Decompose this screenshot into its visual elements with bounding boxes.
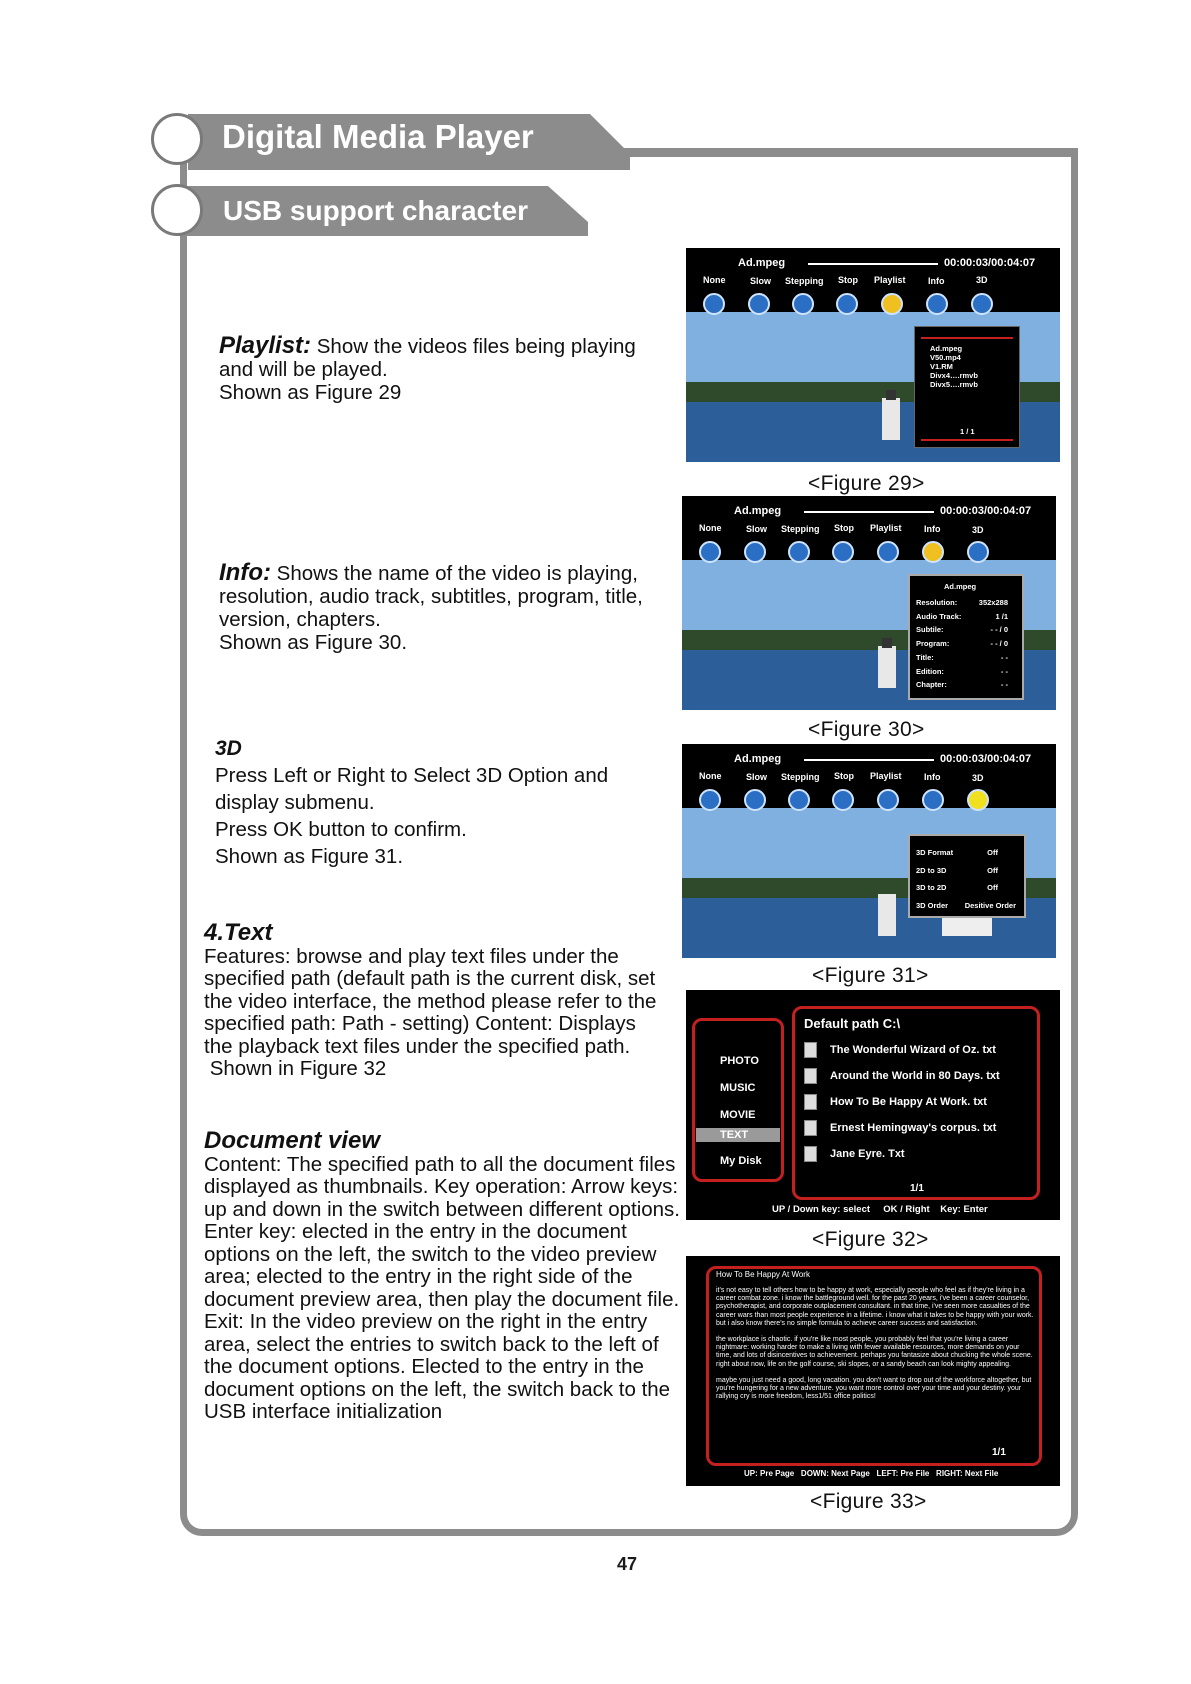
osd-label-stop: Stop xyxy=(838,275,858,285)
osd-label-playlist: Playlist xyxy=(870,523,902,533)
document-title: How To Be Happy At Work xyxy=(716,1270,810,1279)
text-file-icon xyxy=(804,1146,817,1162)
stepping-button[interactable] xyxy=(792,293,814,315)
osd-label-3d: 3D xyxy=(976,275,988,285)
document-footer: UP: Pre Page DOWN: Next Page LEFT: Pre File RIGHT: Next File xyxy=(744,1469,999,1478)
playlist-item[interactable]: Divx5….rmvb xyxy=(930,380,978,389)
stepping-button[interactable] xyxy=(788,541,810,563)
osd-label-stop: Stop xyxy=(834,771,854,781)
osd-label-none: None xyxy=(699,523,722,533)
figure-32-caption: <Figure 32> xyxy=(812,1228,929,1251)
text-shown: Shown in Figure 32 xyxy=(209,1057,387,1080)
info-popup xyxy=(908,574,1024,700)
osd-label-3d: 3D xyxy=(972,525,984,535)
playlist-desc: Show the videos files being playing and will be played. xyxy=(219,335,636,381)
info-title: Ad.mpeg xyxy=(944,582,977,591)
osd-label-info: Info xyxy=(924,772,941,782)
info-row: Title: - - xyxy=(916,652,1008,662)
osd-file: Ad.mpeg xyxy=(738,257,786,269)
playlist-popup xyxy=(914,326,1020,448)
info-row: Audio Track: 1 /1 xyxy=(916,611,1008,621)
info-row: Resolution: 352x288 xyxy=(916,598,1008,607)
menu-item-my-disk[interactable]: My Disk xyxy=(720,1155,762,1167)
3d-popup xyxy=(908,834,1026,918)
info-button[interactable] xyxy=(926,293,948,315)
osd-label-slow: Slow xyxy=(746,524,768,534)
menu-item-text[interactable]: TEXT xyxy=(696,1128,780,1142)
file-item[interactable]: Around the World in 80 Days. txt xyxy=(830,1070,1000,1082)
info-button[interactable] xyxy=(922,541,944,563)
page-title: Digital Media Player xyxy=(222,118,534,155)
playlist-button[interactable] xyxy=(881,293,903,315)
3d-row[interactable]: 3D Format Off xyxy=(916,848,998,857)
info-text xyxy=(219,561,659,654)
info-row: Program: - - / 0 xyxy=(916,639,1008,649)
text-body: Features: browse and play text files under the specified path (default path is the current disk, set the video interface, the method please refer to the specified path: Path - setting) Content: Displays the playback text files under the specified path. xyxy=(204,944,657,1058)
osd-time: 00:00:03/00:04:07 xyxy=(940,753,1032,765)
progress-bar xyxy=(808,263,938,265)
progress-bar xyxy=(804,759,934,761)
3d-text xyxy=(215,735,655,870)
info-desc: Shows the name of the video is playing, resolution, audio track, subtitles, program, title, version, chapters. xyxy=(219,562,643,631)
default-path: Default path C:\ xyxy=(804,1016,901,1031)
playlist-button[interactable] xyxy=(877,789,899,811)
figure-30-caption: <Figure 30> xyxy=(808,718,925,741)
3d-line1: Press Left or Right to Select 3D Option and xyxy=(215,764,609,787)
figure-33-screen xyxy=(686,1256,1060,1486)
figure-33-caption: <Figure 33> xyxy=(810,1490,927,1513)
3d-row[interactable]: 3D to 2D Off xyxy=(916,883,998,892)
osd-label-none: None xyxy=(699,771,722,781)
3d-row[interactable]: 2D to 3D Off xyxy=(916,865,998,875)
playlist-item[interactable]: Ad.mpeg xyxy=(930,344,963,353)
playlist-items xyxy=(930,344,978,389)
playlist-button[interactable] xyxy=(877,541,899,563)
file-item[interactable]: The Wonderful Wizard of Oz. txt xyxy=(830,1044,996,1056)
3d-line4: Shown as Figure 31. xyxy=(215,845,404,868)
section-title: USB support character xyxy=(223,195,528,226)
text-section xyxy=(204,919,664,1081)
figure-31-screen xyxy=(682,744,1056,958)
3d-rows xyxy=(916,844,1016,914)
osd-label-none: None xyxy=(703,275,726,285)
document-view-section xyxy=(204,1127,680,1424)
text-file-icon xyxy=(804,1042,817,1058)
document-page: 1/1 xyxy=(992,1447,1006,1458)
none-button[interactable] xyxy=(703,293,725,315)
text-file-icon xyxy=(804,1068,817,1084)
file-item[interactable]: Jane Eyre. Txt xyxy=(830,1148,905,1160)
osd-label-slow: Slow xyxy=(750,276,772,286)
osd-label-stepping: Stepping xyxy=(781,524,820,534)
playlist-item[interactable]: V50.mp4 xyxy=(930,353,961,362)
info-heading: Info: xyxy=(219,559,271,586)
info-rows xyxy=(916,596,1016,692)
playlist-item[interactable]: Divx4….rmvb xyxy=(930,371,978,380)
document-paragraph: it's not easy to tell others how to be happy at work, especially people who feel as if they're living in a career combat zone. i know the battleground well. for the past 20 years, i've been a career counselor, psychotherapist, and corporate outplacement consultant. in that time, i've seen more casualties of the career wars than most people experience in a lifetime. i know what it takes to be happy with your work. but i also know there's no simple formula to achieve career success and satisfaction. xyxy=(716,1287,1034,1327)
figure-30-screen xyxy=(682,496,1056,710)
3d-line2: display submenu. xyxy=(215,791,375,814)
osd-label-stepping: Stepping xyxy=(785,276,824,286)
menu-item-movie[interactable]: MOVIE xyxy=(720,1109,756,1121)
document-paragraph: the workplace is chaotic. if you're like most people, you probably feel that you're living a career nightmare: working harder to make a living with fewer available resources, more demands on your time, and lots of disincentives to achievement. perhaps you fantasize about chucking the whole scene. right about now, life on the golf course, ski slopes, or a sandy beach can look mighty appealing. xyxy=(716,1336,1033,1368)
osd-label-stepping: Stepping xyxy=(781,772,820,782)
stop-button[interactable] xyxy=(832,789,854,811)
slow-button[interactable] xyxy=(744,789,766,811)
playlist-shown: Shown as Figure 29 xyxy=(219,381,402,404)
text-heading: 4.Text xyxy=(204,919,273,946)
menu-item-music[interactable]: MUSIC xyxy=(720,1082,756,1094)
figure-29-screen xyxy=(686,248,1060,462)
figure-32-screen xyxy=(686,990,1060,1220)
osd-time: 00:00:03/00:04:07 xyxy=(944,257,1036,269)
3d-heading: 3D xyxy=(215,737,242,760)
3d-row[interactable]: 3D Order Desitive Order xyxy=(916,900,1016,910)
figure-29-caption: <Figure 29> xyxy=(808,472,925,495)
document-paragraph: maybe you just need a good, long vacation. you don't want to drop out of the workforce altogether, but you're hungering for a new adventure. you want more control over your time and your destiny. your rallying cry is more freedom, less1/51 office politics! xyxy=(716,1376,1032,1401)
file-list-footer: UP / Down key: select OK / Right Key: Enter xyxy=(772,1204,988,1215)
osd-label-playlist: Playlist xyxy=(870,771,902,781)
stepping-button[interactable] xyxy=(788,789,810,811)
osd-label-info: Info xyxy=(924,524,941,534)
figure-31-caption: <Figure 31> xyxy=(812,964,929,987)
file-item[interactable]: Ernest Hemingway's corpus. txt xyxy=(830,1122,997,1134)
document-body xyxy=(716,1287,1036,1401)
document-view-body: Content: The specified path to all the document files displayed as thumbnails. Key operation: Arrow keys: up and down in the switch between different options. Enter key: elected in the entry in the document options on the left, the switch to the video preview area; elected to the entry in the right side of the document preview area, then play the document file. Exit: In the video preview on the right in the entry area, select the entries to switch back to the left of the document options. Elected to the entry in the document options on the left, the switch back to the USB interface initialization xyxy=(204,1152,680,1423)
osd-label-slow: Slow xyxy=(746,772,768,782)
3d-line3: Press OK button to confirm. xyxy=(215,818,467,841)
osd-label-3d: 3D xyxy=(972,773,984,783)
menu-item-photo[interactable]: PHOTO xyxy=(720,1055,759,1067)
page-number: 47 xyxy=(617,1554,638,1574)
osd-label-playlist: Playlist xyxy=(874,275,906,285)
playlist-text xyxy=(219,334,659,404)
none-button[interactable] xyxy=(699,541,721,563)
text-file-icon xyxy=(804,1120,817,1136)
playlist-item[interactable]: V1.RM xyxy=(930,362,953,371)
osd-file: Ad.mpeg xyxy=(734,753,782,765)
3d-button[interactable] xyxy=(967,541,989,563)
3d-button[interactable] xyxy=(971,293,993,315)
3d-button[interactable] xyxy=(967,789,989,811)
popup-top-line xyxy=(921,337,1013,339)
title-circle xyxy=(151,113,203,165)
info-shown: Shown as Figure 30. xyxy=(219,631,408,654)
osd-time: 00:00:03/00:04:07 xyxy=(940,505,1032,517)
text-file-icon xyxy=(804,1094,817,1110)
popup-bottom-line xyxy=(921,439,1013,441)
osd-file: Ad.mpeg xyxy=(734,505,782,517)
subtitle-circle xyxy=(151,184,203,236)
osd-label-stop: Stop xyxy=(834,523,854,533)
document-view-heading: Document view xyxy=(204,1127,381,1154)
stop-button[interactable] xyxy=(836,293,858,315)
slow-button[interactable] xyxy=(748,293,770,315)
info-row: Subtile: - - / 0 xyxy=(916,625,1008,635)
slow-button[interactable] xyxy=(744,541,766,563)
progress-bar xyxy=(804,511,934,513)
file-item[interactable]: How To Be Happy At Work. txt xyxy=(830,1096,987,1108)
info-button[interactable] xyxy=(922,789,944,811)
osd-label-info: Info xyxy=(928,276,945,286)
media-menu xyxy=(720,1048,759,1129)
playlist-heading: Playlist: xyxy=(219,332,312,359)
playlist-page: 1 / 1 xyxy=(960,427,975,436)
info-row: Chapter: - - xyxy=(916,680,1008,690)
stop-button[interactable] xyxy=(832,541,854,563)
info-row: Edition: - - xyxy=(916,666,1008,676)
file-list-page: 1/1 xyxy=(910,1183,924,1194)
none-button[interactable] xyxy=(699,789,721,811)
